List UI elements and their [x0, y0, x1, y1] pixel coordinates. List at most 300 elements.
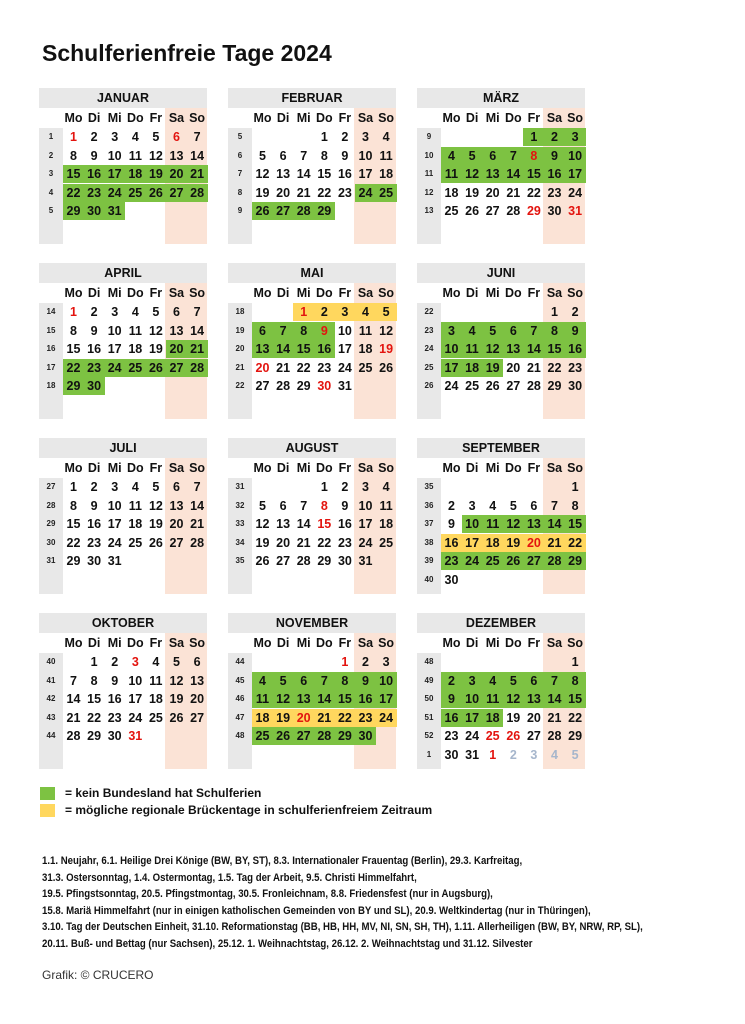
day-cell: 6 [173, 130, 180, 144]
weekday-label: So [567, 636, 584, 650]
day-cell: 1 [341, 655, 349, 669]
day-cell: 14 [296, 167, 311, 181]
day-cell: 19 [169, 692, 184, 706]
day-cell: 17 [107, 342, 122, 356]
day-cell: 5 [173, 655, 180, 669]
day-cell: 1 [320, 130, 328, 144]
day-cell: 29 [547, 379, 562, 393]
day-cell: 13 [523, 515, 544, 533]
day-cell: 28 [187, 359, 208, 377]
weekday-label: Do [504, 636, 522, 650]
day-cell: 3 [530, 747, 538, 762]
day-cell: 26 [506, 729, 521, 743]
day-cell: 13 [293, 690, 314, 708]
day-cell: 17 [376, 690, 397, 708]
day-cell: 14 [503, 165, 524, 183]
day-cell: 1 [70, 480, 77, 494]
week-number: 44 [46, 731, 56, 740]
month-header: FEBRUAR [228, 88, 396, 108]
weekday-label: Do [126, 286, 144, 300]
day-cell: 28 [544, 552, 565, 570]
day-cell: 8 [293, 322, 314, 340]
day-cell: 9 [355, 672, 376, 690]
month-märz [417, 88, 585, 244]
day-cell: 14 [314, 690, 335, 708]
day-cell: 11 [379, 498, 393, 513]
weekday-label: So [378, 286, 395, 300]
day-cell: 7 [193, 305, 201, 319]
day-cell: 21 [296, 535, 311, 550]
month-mai [228, 263, 396, 419]
day-cell: 24 [444, 379, 459, 393]
day-cell: 3 [468, 498, 476, 513]
day-cell: 17 [441, 359, 462, 377]
week-number: 7 [237, 169, 243, 178]
month-oktober [39, 613, 207, 769]
day-cell: 18 [252, 709, 273, 727]
day-cell: 13 [169, 148, 184, 163]
week-number: 20 [235, 344, 245, 353]
day-cell: 13 [503, 340, 524, 358]
weekday-label: Mo [442, 286, 461, 300]
day-cell: 15 [334, 690, 355, 708]
day-cell: 21 [526, 360, 541, 375]
day-cell: 16 [441, 534, 462, 552]
day-cell: 25 [482, 552, 503, 570]
weekday-label: Mi [485, 286, 500, 300]
weekday-label: Do [315, 636, 333, 650]
day-cell: 20 [276, 535, 291, 550]
day-cell: 11 [462, 340, 483, 358]
day-cell: 7 [273, 322, 294, 340]
day-cell: 3 [441, 322, 462, 340]
day-cell: 12 [148, 148, 163, 163]
weekday-label: So [378, 111, 395, 125]
week-number: 1 [426, 749, 432, 759]
weekday-label: Mi [485, 111, 500, 125]
day-cell: 6 [252, 322, 273, 340]
day-cell: 23 [84, 184, 105, 202]
day-cell: 21 [66, 710, 81, 725]
week-number: 9 [237, 206, 243, 215]
day-cell: 25 [485, 729, 500, 743]
month-header: NOVEMBER [228, 613, 396, 633]
weekday-label: So [378, 636, 395, 650]
day-cell: 5 [571, 747, 579, 762]
day-cell: 13 [169, 498, 184, 513]
weekday-label: Fr [527, 461, 541, 475]
weekday-label: Di [276, 461, 290, 475]
week-number: 36 [424, 500, 434, 510]
day-cell: 24 [568, 185, 583, 200]
day-cell: 4 [482, 672, 503, 690]
day-cell: 15 [317, 167, 332, 181]
day-cell: 29 [317, 554, 332, 568]
day-cell: 23 [87, 535, 102, 550]
week-number: 31 [235, 482, 245, 491]
day-cell: 18 [462, 359, 483, 377]
weekday-label: Di [465, 636, 479, 650]
day-cell: 26 [379, 360, 394, 375]
day-cell: 4 [382, 130, 390, 144]
day-cell: 25 [252, 727, 273, 745]
day-cell: 8 [320, 148, 328, 163]
day-cell: 19 [465, 185, 480, 200]
day-cell: 12 [273, 690, 294, 708]
day-cell: 29 [568, 729, 583, 743]
month-dezember [417, 613, 585, 769]
day-cell: 29 [63, 202, 84, 220]
weekday-label: Di [465, 111, 479, 125]
week-number: 11 [424, 169, 434, 178]
weekday-label: Mo [253, 636, 272, 650]
month-november [228, 613, 396, 769]
week-number: 51 [424, 712, 434, 722]
day-cell: 10 [462, 515, 483, 533]
day-cell: 5 [509, 498, 517, 513]
week-number: 32 [235, 500, 245, 510]
day-cell: 18 [148, 692, 163, 706]
day-cell: 27 [526, 729, 541, 743]
day-cell: 9 [341, 498, 349, 513]
day-cell: 9 [90, 323, 98, 338]
day-cell: 9 [448, 517, 455, 531]
weekday-label: Mi [296, 461, 311, 475]
day-cell: 27 [506, 379, 521, 393]
weekday-label: Sa [357, 286, 374, 300]
weekday-label: Di [276, 636, 290, 650]
day-cell: 22 [63, 184, 84, 202]
day-cell: 26 [255, 554, 270, 568]
day-cell: 9 [314, 322, 335, 340]
legend-yellow [40, 803, 432, 817]
day-cell: 10 [565, 147, 586, 165]
day-cell: 10 [376, 672, 397, 690]
note-line: 3.10. Tag der Deutschen Einheit, 31.10. Reformationstag (BB, HB, HH, MV, NI, SN, SH, TH), 1.11. Allerheiligen (BW, BY, NRW, RP, SL), [42, 921, 643, 933]
day-cell: 3 [334, 303, 355, 321]
day-cell: 20 [526, 710, 541, 725]
weekday-label: Mo [442, 461, 461, 475]
day-cell: 25 [358, 360, 373, 375]
day-cell: 4 [382, 480, 390, 494]
day-cell: 9 [90, 498, 98, 513]
day-cell: 25 [148, 710, 163, 725]
weekday-label: Sa [546, 111, 563, 125]
day-cell: 30 [84, 202, 105, 220]
weekday-label: Do [126, 636, 144, 650]
day-cell: 8 [571, 498, 579, 513]
day-cell: 4 [152, 655, 160, 669]
week-number: 40 [46, 657, 56, 666]
day-cell: 30 [84, 377, 105, 395]
note-line: 19.5. Pfingstsonntag, 20.5. Pfingstmontag, 30.5. Fronleichnam, 8.8. Friedensfest (nur in Augsburg), [42, 888, 493, 900]
week-number: 24 [424, 344, 434, 353]
day-cell: 18 [358, 342, 373, 356]
weekday-label: Fr [527, 636, 541, 650]
day-cell: 9 [341, 148, 349, 163]
day-cell: 6 [503, 322, 524, 340]
day-cell: 13 [523, 690, 544, 708]
day-cell: 18 [125, 165, 146, 183]
day-cell: 5 [482, 322, 503, 340]
day-cell: 6 [530, 498, 538, 513]
day-cell: 14 [190, 148, 205, 163]
weekday-label: Di [276, 286, 290, 300]
day-cell: 15 [544, 340, 565, 358]
day-cell: 26 [169, 710, 184, 725]
weekday-label: So [567, 111, 584, 125]
yellow-swatch [40, 804, 55, 817]
weekday-label: Do [504, 461, 522, 475]
week-number: 15 [46, 325, 56, 335]
day-cell: 3 [111, 305, 119, 319]
day-cell: 14 [296, 517, 311, 531]
day-cell: 21 [190, 517, 205, 531]
day-cell: 11 [482, 690, 503, 708]
month-header: JUNI [417, 263, 585, 283]
day-cell: 11 [128, 498, 142, 513]
day-cell: 7 [300, 498, 308, 513]
weekday-label: Do [315, 111, 333, 125]
day-cell: 28 [526, 379, 541, 393]
day-cell: 15 [317, 517, 332, 531]
week-number: 26 [424, 381, 434, 390]
day-cell: 22 [87, 710, 102, 725]
day-cell: 2 [441, 672, 462, 690]
weekday-label: Mi [296, 636, 311, 650]
week-number: 3 [48, 169, 54, 178]
weekday-label: Mo [64, 286, 83, 300]
week-number: 35 [235, 556, 245, 565]
week-number: 22 [424, 307, 434, 316]
week-number: 13 [424, 206, 434, 215]
month-header: OKTOBER [39, 613, 207, 633]
day-cell: 4 [131, 130, 139, 144]
day-cell: 22 [568, 710, 583, 725]
day-cell: 10 [441, 340, 462, 358]
green-swatch [40, 787, 55, 800]
day-cell: 16 [355, 690, 376, 708]
day-cell: 5 [259, 498, 266, 513]
week-number: 45 [235, 675, 245, 685]
month-april [39, 263, 207, 419]
day-cell: 21 [276, 360, 291, 375]
week-number: 52 [424, 731, 434, 740]
week-number: 48 [235, 731, 245, 740]
day-cell: 30 [317, 379, 332, 393]
weekday-label: Sa [168, 461, 185, 475]
weekday-label: Sa [168, 636, 185, 650]
day-cell: 22 [63, 359, 84, 377]
day-cell: 3 [111, 480, 119, 494]
day-cell: 2 [341, 130, 349, 144]
day-cell: 14 [544, 515, 565, 533]
day-cell: 7 [551, 498, 558, 513]
day-cell: 5 [152, 305, 160, 319]
week-number: 16 [46, 344, 56, 353]
weekday-label: Mi [485, 461, 500, 475]
day-cell: 25 [465, 379, 480, 393]
month-februar [228, 88, 396, 244]
weekday-label: So [189, 286, 206, 300]
week-number: 9 [426, 132, 432, 141]
weekday-label: Mo [64, 111, 83, 125]
week-number: 21 [235, 362, 245, 372]
day-cell: 24 [465, 729, 480, 743]
day-cell: 7 [300, 148, 308, 163]
day-cell: 24 [104, 359, 125, 377]
day-cell: 12 [255, 167, 270, 181]
day-cell: 8 [90, 673, 98, 688]
day-cell: 6 [293, 672, 314, 690]
day-cell: 20 [293, 709, 314, 727]
note-line: 20.11. Buß- und Bettag (nur Sachsen), 25.12. 1. Weihnachtstag, 26.12. 2. Weihnachtstag und 31.12. Silvester [42, 937, 533, 950]
weekday-label: Do [504, 111, 522, 125]
day-cell: 29 [87, 729, 102, 743]
day-cell: 21 [314, 709, 335, 727]
day-cell: 19 [503, 534, 524, 552]
day-cell: 1 [320, 480, 328, 494]
day-cell: 13 [276, 167, 291, 181]
weekday-label: Do [126, 461, 144, 475]
day-cell: 23 [444, 729, 459, 743]
month-juni [417, 263, 585, 419]
week-number: 44 [235, 657, 245, 666]
day-cell: 2 [341, 480, 349, 494]
day-cell: 12 [255, 517, 270, 531]
day-cell: 20 [169, 517, 184, 531]
week-number: 33 [235, 519, 245, 528]
weekday-label: Fr [149, 286, 163, 300]
day-cell: 24 [376, 709, 397, 727]
day-cell: 28 [293, 202, 314, 220]
weekday-label: Sa [546, 636, 563, 650]
day-cell: 23 [337, 535, 352, 550]
weekday-label: Mo [253, 461, 272, 475]
day-cell: 28 [190, 535, 205, 550]
credit: Grafik: © CRUCERO [42, 968, 154, 982]
week-number: 48 [424, 657, 434, 666]
day-cell: 15 [66, 342, 81, 356]
day-cell: 12 [148, 323, 163, 338]
day-cell: 27 [166, 184, 187, 202]
day-cell: 10 [337, 323, 352, 338]
weekday-label: Sa [357, 636, 374, 650]
day-cell: 6 [279, 148, 287, 163]
day-cell: 15 [63, 165, 84, 183]
day-cell: 26 [252, 202, 273, 220]
day-cell: 11 [441, 165, 462, 183]
weekday-label: Do [315, 286, 333, 300]
day-cell: 29 [296, 379, 311, 393]
day-cell: 28 [506, 204, 521, 218]
day-cell: 15 [565, 515, 586, 533]
day-cell: 20 [166, 165, 187, 183]
day-cell: 2 [314, 303, 335, 321]
day-cell: 17 [462, 709, 483, 727]
day-cell: 3 [362, 130, 369, 144]
day-cell: 19 [148, 517, 163, 531]
day-cell: 28 [66, 729, 81, 743]
weekday-label: Sa [546, 286, 563, 300]
month-header: MÄRZ [417, 88, 585, 108]
day-cell: 9 [565, 322, 586, 340]
weekday-label: Mi [107, 286, 122, 300]
day-cell: 27 [276, 554, 291, 568]
day-cell: 1 [489, 747, 497, 762]
weekday-label: Fr [338, 111, 352, 125]
weekday-label: Fr [149, 636, 163, 650]
day-cell: 8 [70, 323, 77, 338]
week-number: 50 [424, 694, 434, 703]
month-header: APRIL [39, 263, 207, 283]
day-cell: 25 [128, 535, 143, 550]
weekday-label: Di [87, 461, 101, 475]
weekday-label: Sa [168, 111, 185, 125]
day-cell: 27 [255, 379, 270, 393]
day-cell: 19 [255, 535, 270, 550]
legend-yellow-text: = mögliche regionale Brückentage in schulferienfreiem Zeitraum [65, 803, 433, 817]
week-number: 5 [48, 206, 54, 215]
day-cell: 16 [314, 340, 335, 358]
weekday-label: So [567, 286, 584, 300]
weekday-label: Sa [357, 461, 374, 475]
day-cell: 10 [107, 498, 122, 513]
day-cell: 4 [252, 672, 273, 690]
day-cell: 29 [314, 202, 335, 220]
weekday-label: Mi [485, 636, 500, 650]
day-cell: 1 [551, 305, 558, 319]
day-cell: 18 [128, 517, 143, 531]
day-cell: 12 [169, 673, 184, 688]
day-cell: 9 [111, 673, 119, 688]
day-cell: 20 [190, 692, 205, 706]
day-cell: 24 [107, 535, 122, 550]
day-cell: 16 [84, 165, 105, 183]
day-cell: 17 [104, 165, 125, 183]
day-cell: 6 [482, 147, 503, 165]
day-cell: 4 [355, 303, 376, 321]
day-cell: 7 [70, 673, 77, 688]
day-cell: 26 [148, 535, 163, 550]
weekday-label: Sa [357, 111, 374, 125]
month-september [417, 438, 585, 594]
weekday-label: Sa [546, 461, 563, 475]
day-cell: 19 [148, 342, 163, 356]
month-januar [39, 88, 207, 244]
day-cell: 10 [358, 498, 373, 513]
week-number: 2 [48, 150, 54, 160]
day-cell: 30 [355, 727, 376, 745]
weekday-label: Mi [296, 111, 311, 125]
day-cell: 12 [503, 515, 524, 533]
day-cell: 19 [379, 342, 394, 356]
weekday-label: Mo [442, 111, 461, 125]
month-header: JULI [39, 438, 207, 458]
weekday-label: Fr [527, 111, 541, 125]
day-cell: 23 [107, 710, 122, 725]
day-cell: 27 [166, 359, 187, 377]
day-cell: 18 [482, 534, 503, 552]
day-cell: 1 [90, 655, 98, 669]
day-cell: 5 [259, 148, 266, 163]
week-number: 5 [237, 132, 243, 141]
week-number: 27 [46, 482, 56, 491]
day-cell: 24 [104, 184, 125, 202]
day-cell: 28 [547, 729, 562, 743]
week-number: 18 [235, 307, 245, 316]
month-header: JANUAR [39, 88, 207, 108]
